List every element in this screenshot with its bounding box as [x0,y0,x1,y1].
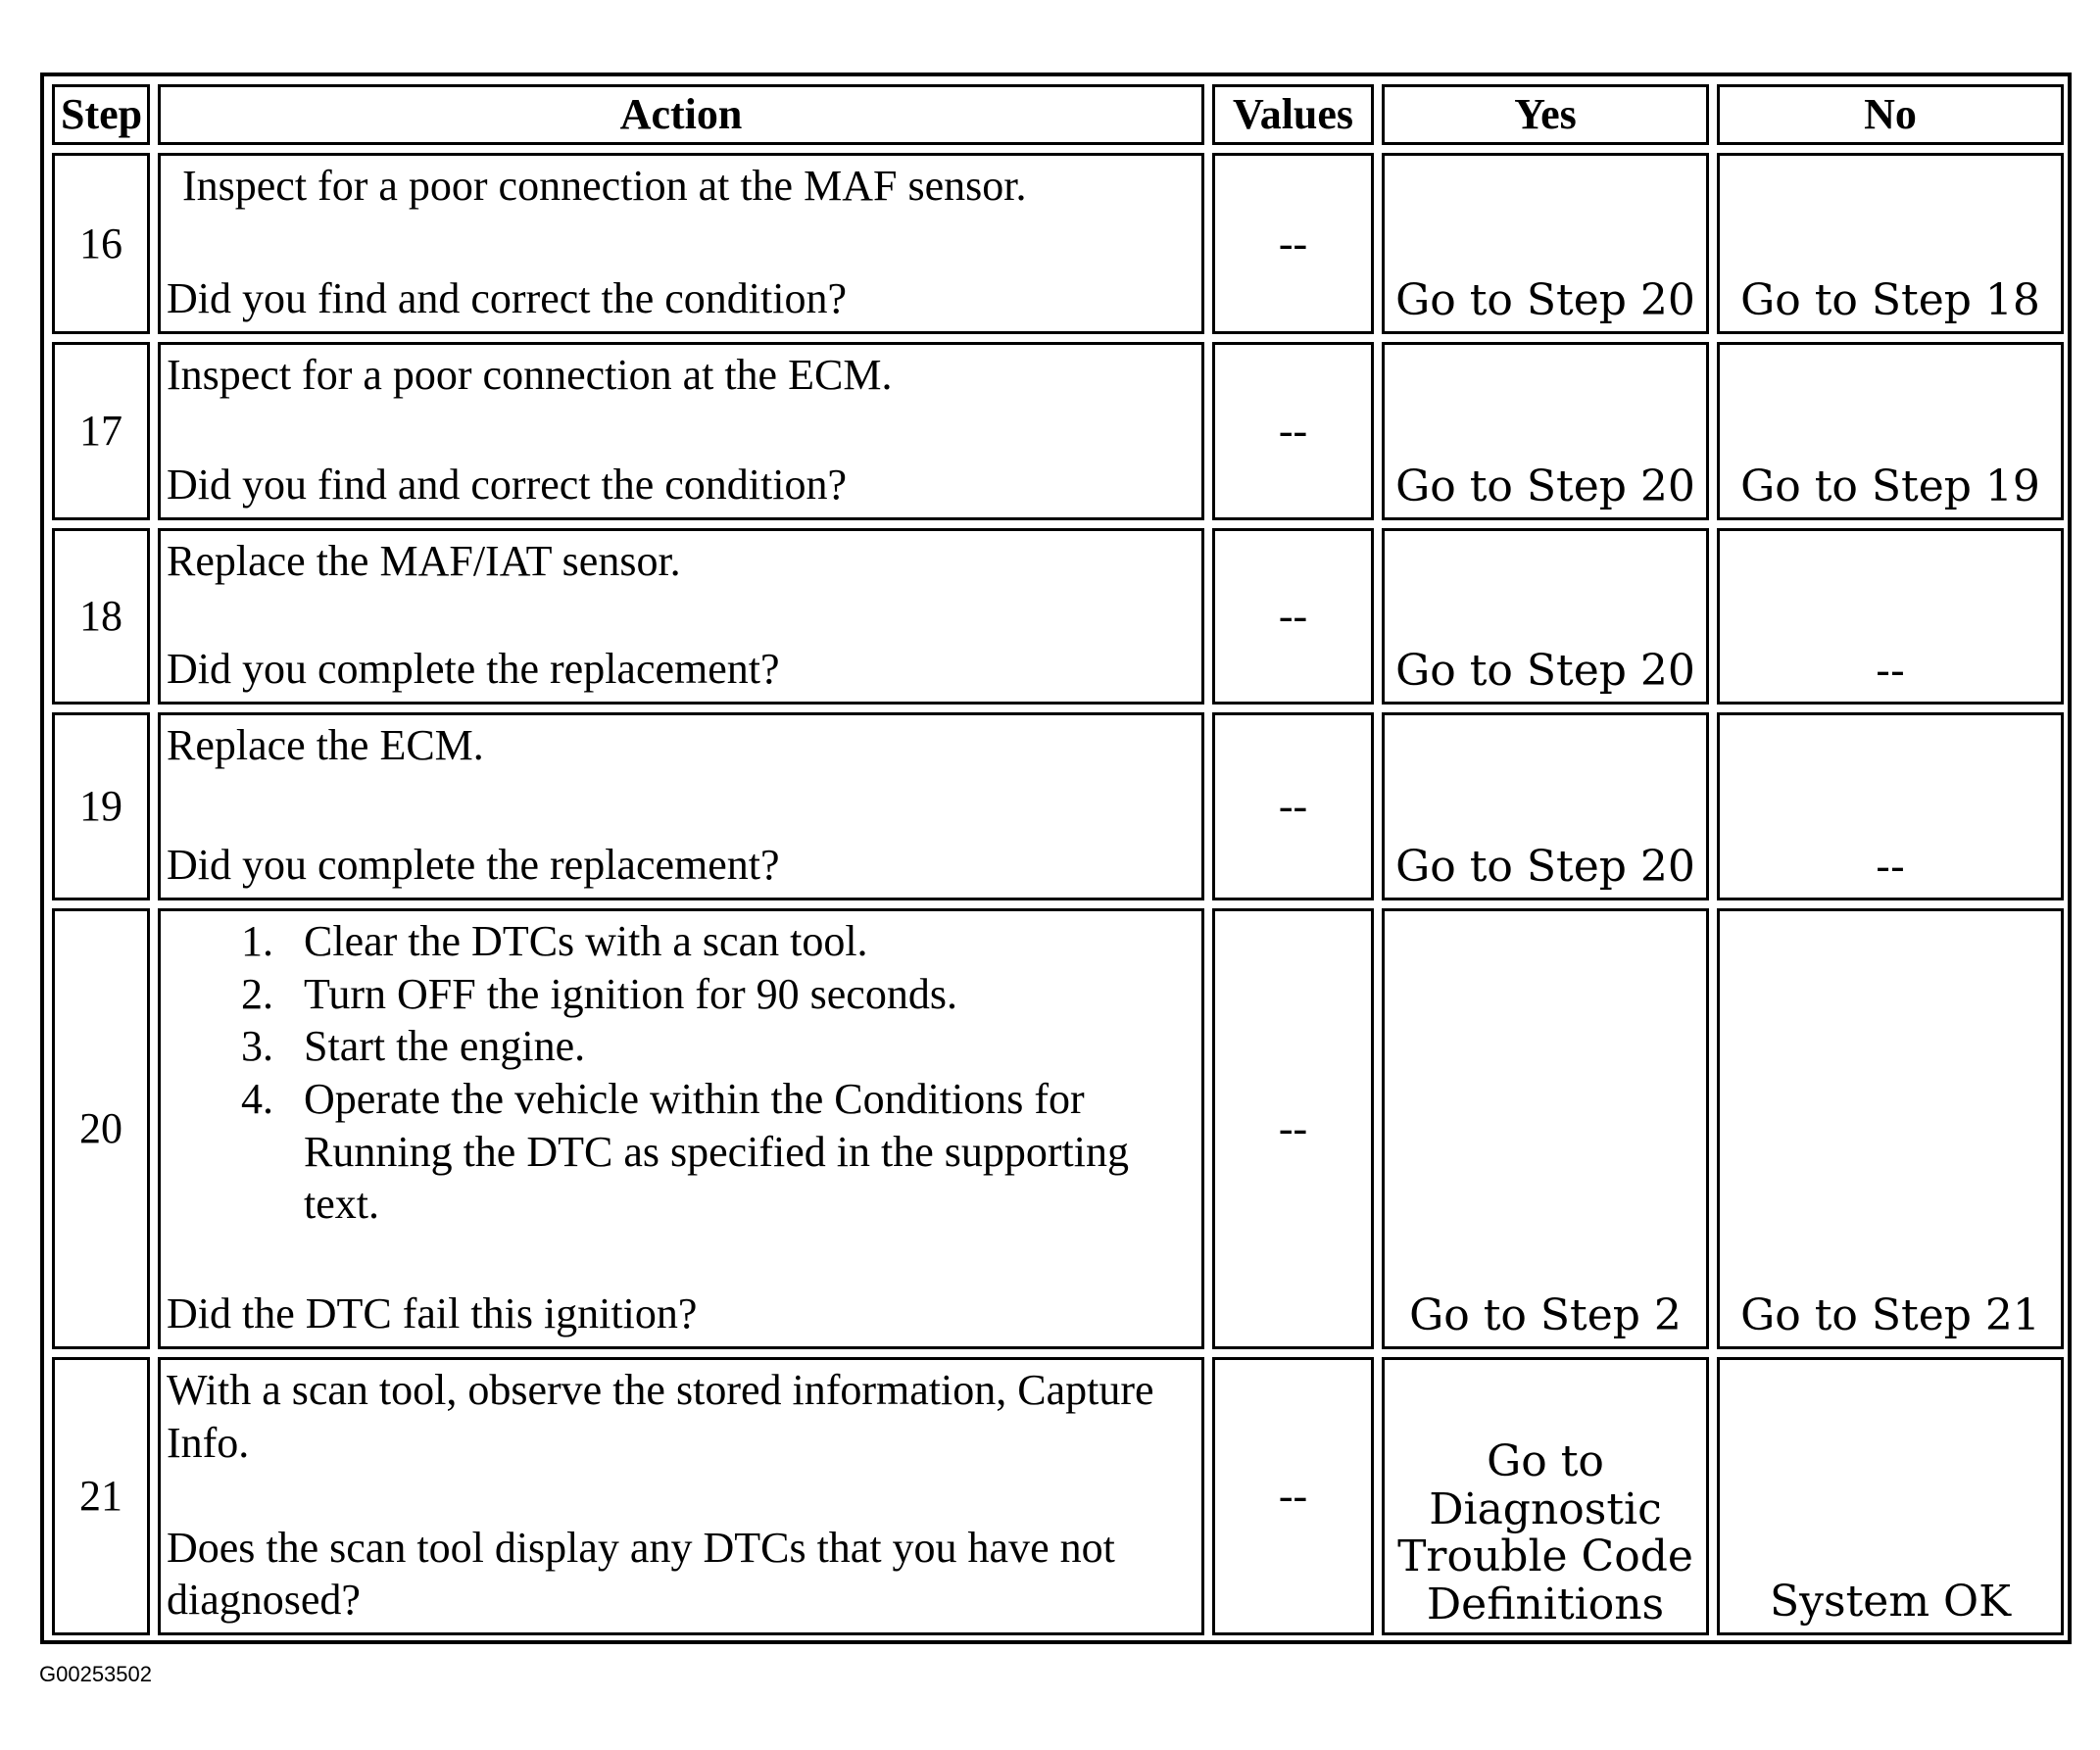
action-cell [158,153,1204,334]
header-yes: Yes [1382,84,1709,145]
values-cell: -- [1212,908,1374,1349]
list-item: 1. Clear the DTCs with a scan tool. [284,915,1196,968]
action-text: Inspect for a poor connection at the ECM. [167,351,893,399]
list-item: 4. Operate the vehicle within the Conditions for Running the DTC as specified in the supporting text. [284,1073,1196,1231]
step-number: 16 [52,153,150,334]
action-question: Did you find and correct the condition? [167,274,848,323]
action-cell [158,342,1204,520]
action-text: Replace the MAF/IAT sensor. [167,537,681,585]
header-action: Action [158,84,1204,145]
action-text: With a scan tool, observe the stored information, Capture Info. [167,1366,1154,1467]
no-cell: Go to Step 18 [1717,153,2064,334]
action-cell [158,712,1204,900]
action-question: Did you complete the replacement? [167,841,780,890]
yes-cell: Go to Step 20 [1382,342,1709,520]
list-item: 2. Turn OFF the ignition for 90 seconds. [284,968,1196,1021]
action-question: Does the scan tool display any DTCs that you have not diagnosed? [167,1523,1115,1625]
list-item: 3. Start the engine. [284,1020,1196,1073]
step-number: 18 [52,528,150,705]
no-cell: Go to Step 19 [1717,342,2064,520]
action-cell [158,1357,1204,1635]
header-values: Values [1212,84,1374,145]
values-cell: -- [1212,153,1374,334]
values-cell: -- [1212,342,1374,520]
action-cell [158,908,1204,1349]
table-row [52,342,2064,520]
header-row [52,84,2064,145]
header-step: Step [52,84,150,145]
yes-line: Diagnostic [1429,1483,1662,1534]
no-cell: System OK [1717,1357,2064,1635]
figure-id: G00253502 [39,1662,152,1686]
header-no: No [1717,84,2064,145]
yes-cell: Go to Step 2 [1382,908,1709,1349]
action-text: Replace the ECM. [167,721,484,769]
table-row [52,528,2064,705]
action-step-list [167,915,1196,1231]
diagnostic-table-frame [40,73,2072,1644]
no-cell: Go to Step 21 [1717,908,2064,1349]
values-cell: -- [1212,528,1374,705]
no-cell: -- [1717,528,2064,705]
action-cell [158,528,1204,705]
step-number: 20 [52,908,150,1349]
diagnostic-table [44,76,2072,1643]
yes-cell: Go to Step 20 [1382,528,1709,705]
values-cell: -- [1212,1357,1374,1635]
yes-line: Definitions [1426,1579,1665,1629]
yes-cell: Go to Step 20 [1382,153,1709,334]
yes-line: Trouble Code [1397,1531,1693,1582]
yes-line: Go to [1487,1436,1604,1487]
step-number: 21 [52,1357,150,1635]
table-row [52,1357,2064,1635]
step-number: 19 [52,712,150,900]
action-question: Did you find and correct the condition? [167,461,848,510]
action-question: Did you complete the replacement? [167,645,780,694]
values-cell: -- [1212,712,1374,900]
action-question: Did the DTC fail this ignition? [167,1289,698,1338]
table-row [52,908,2064,1349]
no-cell: -- [1717,712,2064,900]
yes-cell [1382,1357,1709,1635]
table-row [52,153,2064,334]
action-text: Inspect for a poor connection at the MAF sensor. [182,162,1027,210]
table-row [52,712,2064,900]
step-number: 17 [52,342,150,520]
yes-cell: Go to Step 20 [1382,712,1709,900]
